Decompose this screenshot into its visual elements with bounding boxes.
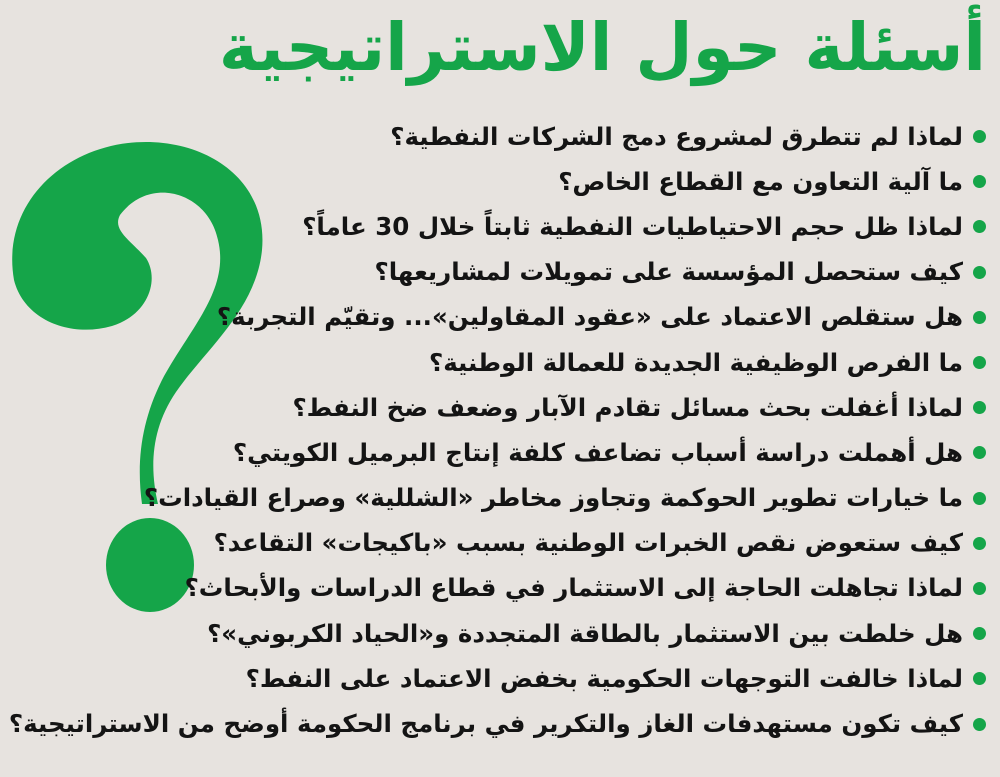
question-text: ما الفرص الوظيفية الجديدة للعمالة الوطنية؟ xyxy=(428,347,963,377)
question-mark-dot xyxy=(106,518,194,612)
question-item xyxy=(226,340,986,385)
question-text: لماذا خالفت التوجهات الحكومية بخفض الاعتماد على النفط؟ xyxy=(245,663,963,693)
bullet-icon xyxy=(973,130,986,143)
question-text: هل أهملت دراسة أسباب تضاعف كلفة إنتاج البرميل الكويتي؟ xyxy=(232,437,963,467)
question-text: لماذا أغفلت بحث مسائل تقادم الآبار وضعف ضخ النفط؟ xyxy=(292,392,963,422)
page-title: أسئلة حول الاستراتيجية xyxy=(218,9,986,86)
bullet-icon xyxy=(973,266,986,279)
question-item xyxy=(184,566,986,611)
question-text: لماذا تجاهلت الحاجة إلى الاستثمار في قطاع الدراسات والأبحاث؟ xyxy=(184,573,963,603)
questions-list xyxy=(8,114,986,747)
question-item xyxy=(207,611,986,656)
question-item xyxy=(226,656,986,701)
bullet-icon xyxy=(973,446,986,459)
question-text: ما آلية التعاون مع القطاع الخاص؟ xyxy=(558,166,963,196)
bullet-icon xyxy=(973,311,986,324)
question-text: كيف ستعوض نقص الخبرات الوطنية بسبب «باكيجات» التقاعد؟ xyxy=(213,528,963,558)
question-item xyxy=(226,250,986,295)
question-text: كيف ستحصل المؤسسة على تمويلات لمشاريعها؟ xyxy=(374,257,963,287)
bullet-icon xyxy=(973,582,986,595)
bullet-icon xyxy=(973,492,986,505)
question-item xyxy=(226,204,986,249)
question-item xyxy=(8,701,986,746)
question-item xyxy=(226,159,986,204)
question-item xyxy=(213,521,986,566)
bullet-icon xyxy=(973,356,986,369)
bullet-icon xyxy=(973,718,986,731)
bullet-icon xyxy=(973,627,986,640)
question-item xyxy=(143,476,986,521)
question-item xyxy=(226,430,986,475)
question-item xyxy=(216,295,986,340)
bullet-icon xyxy=(973,672,986,685)
question-item xyxy=(226,114,986,159)
question-text: كيف تكون مستهدفات الغاز والتكرير في برنامج الحكومة أوضح من الاستراتيجية؟ xyxy=(8,709,963,739)
question-text: هل خلطت بين الاستثمار بالطاقة المتجددة و«الحياد الكربوني»؟ xyxy=(207,618,963,648)
bullet-icon xyxy=(973,537,986,550)
bullet-icon xyxy=(973,175,986,188)
question-text: هل ستقلص الاعتماد على «عقود المقاولين»... وتقيّم التجربة؟ xyxy=(216,302,963,332)
question-item xyxy=(226,385,986,430)
question-text: لماذا ظل حجم الاحتياطيات النفطية ثابتاً خلال 30 عاماً؟ xyxy=(302,211,963,241)
question-text: لماذا لم تتطرق لمشروع دمج الشركات النفطية؟ xyxy=(390,121,963,151)
question-text: ما خيارات تطوير الحوكمة وتجاوز مخاطر «الشللية» وصراع القيادات؟ xyxy=(143,483,963,513)
bullet-icon xyxy=(973,401,986,414)
bullet-icon xyxy=(973,220,986,233)
